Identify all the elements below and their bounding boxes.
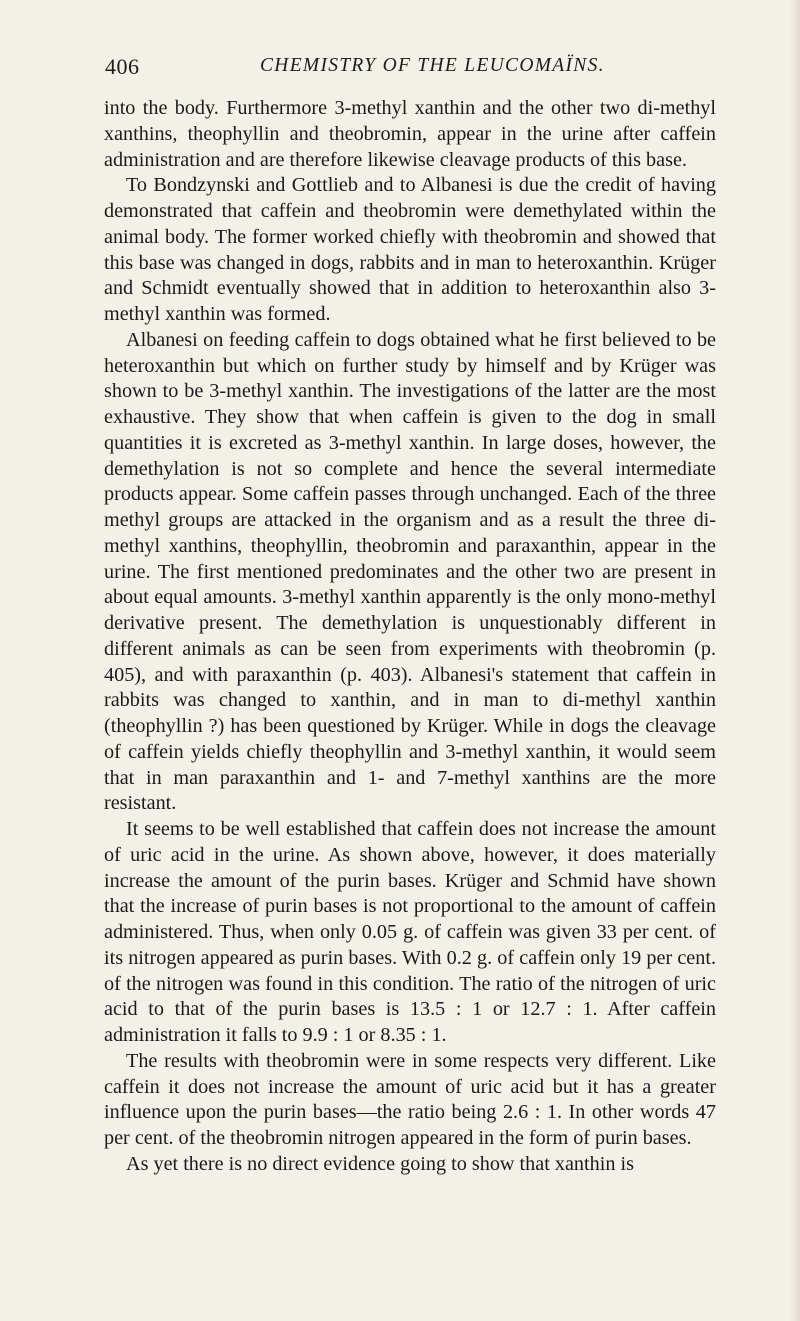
- page-number: 406: [105, 54, 140, 79]
- running-head: [105, 54, 715, 84]
- paragraph-albanesi-feeding: Albanesi on feeding caffein to dogs obtained what he first believed to be heteroxanthin but which on further study by himself and by Krüger was shown to be 3-methyl xanthin. The investigations of the latter are the most exhaustive. They show that when caffein is given to the dog in small quantities it is excreted as 3-methyl xanthin. In large doses, however, the demethylation is not so complete and hence the several intermediate products appear. Some caffein passes through unchanged. Each of the three methyl groups are attacked in the organism and as a result the three di-methyl xanthins, theophyllin, theobromin and paraxanthin, appear in the urine. The first mentioned predominates and the other two are present in about equal amounts. 3-methyl xanthin apparently is the only mono-methyl derivative present. The demethylation is unquestionably different in different animals as can be seen from experiments with theobromin (p. 405), and with paraxanthin (p. 403). Albanesi's statement that caffein in rabbits was changed to xanthin, and in man to di-methyl xanthin (theophyllin ?) has been questioned by Krüger. While in dogs the cleavage of caffein yields chiefly theophyllin and 3-methyl xanthin, it would seem that in man paraxanthin and 1- and 7-methyl xanthins are the more resistant.: [104, 328, 716, 815]
- page-edge-shadow: [790, 0, 800, 1321]
- paragraph-uric-acid: It seems to be well established that caffein does not increase the amount of uric acid in the urine. As shown above, however, it does materially increase the amount of the purin bases. Krüger and Schmid have shown that the increase of purin bases is not proportional to the amount of caffein administered. Thus, when only 0.05 g. of caffein was given 33 per cent. of its nitrogen appeared as purin bases. With 0.2 g. of caffein only 19 per cent. of the nitrogen was found in this condition. The ratio of the nitrogen of uric acid to that of the purin bases is 13.5 : 1 or 12.7 : 1. After caffein administration it falls to 9.9 : 1 or 8.35 : 1.: [104, 818, 716, 1046]
- paragraph-continuation: into the body. Furthermore 3-methyl xanthin and the other two di-methyl xanthins, theophyllin and theobromin, appear in the urine after caffein administration and are therefore likewise cleavage products of this base.: [104, 97, 716, 171]
- paragraph-xanthin-evidence: As yet there is no direct evidence going to show that xanthin is: [126, 1152, 634, 1175]
- running-title: CHEMISTRY OF THE LEUCOMAÏNS.: [260, 55, 605, 76]
- paragraph-bondzynski-gottlieb: To Bondzynski and Gottlieb and to Albanesi is due the credit of having demonstrated that caffein and theobromin were demethylated within the animal body. The former worked chiefly with theobromin and showed that this base was changed in dogs, rabbits and in man to heteroxanthin. Krüger and Schmidt eventually showed that in addition to heteroxanthin also 3-methyl xanthin was formed.: [104, 174, 716, 325]
- body-text: [104, 96, 716, 1178]
- paragraph-theobromin-results: The results with theobromin were in some respects very different. Like caffein it does not increase the amount of uric acid but it has a greater influence upon the purin bases—the ratio being 2.6 : 1. In other words 47 per cent. of the theobromin nitrogen appeared in the form of purin bases.: [104, 1049, 716, 1149]
